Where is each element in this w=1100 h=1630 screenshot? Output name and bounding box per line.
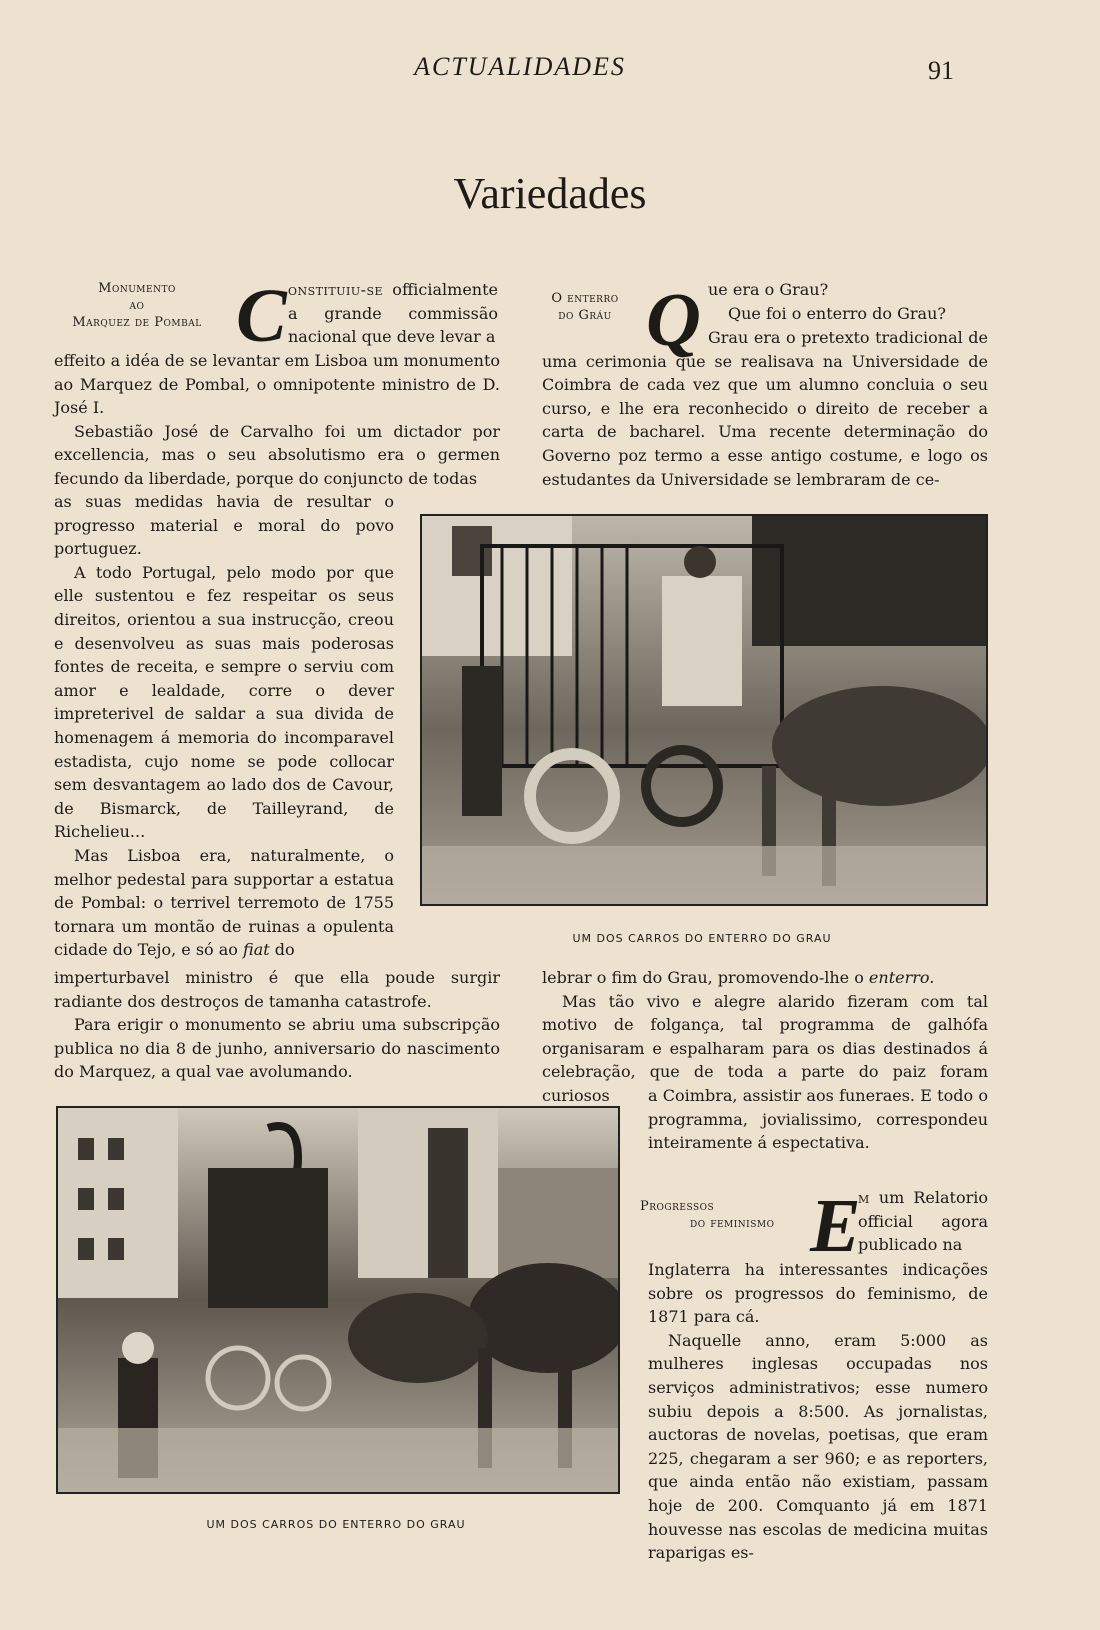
article1-opening-narrow <box>288 278 498 349</box>
article2-side-head: O enterro do Gráu <box>551 291 619 323</box>
article2-opening <box>708 278 988 325</box>
article1-opening-rest: effeito a idéa de se levantar em Lisboa um monumento ao Marquez de Pombal, o omnipotente ministro de D. José I. <box>54 351 500 418</box>
article1-body-narrow <box>54 490 394 962</box>
article2-paragraph-2b: a Coimbra, assistir aos funeraes. E todo o programma, jovialissimo, correspondeu inteiramente á espectativa. <box>648 1086 988 1153</box>
page-number: 91 <box>928 56 954 85</box>
article2-drop-cap: Q <box>646 278 701 362</box>
running-title: ACTUALIDADES <box>414 52 626 81</box>
article1-paragraph-4a: Mas Lisboa era, naturalmente, o melhor pedestal para supportar a estatua de Pombal: o terrivel terremoto de 1755 tornara um montão de ruinas a opulenta cidade do Tejo, e só ao fiat do <box>54 845 394 960</box>
article2-body <box>542 326 988 491</box>
article2-question-1: ue era o Grau? <box>708 280 829 299</box>
article1-paragraph-2a: Sebastião José de Carvalho foi um dictador por excellencia, mas o seu absolutismo era o germen fecundo da liberdade, porque do conjuncto de todas <box>54 421 500 488</box>
article2-paragraph-1-cont: lebrar o fim do Grau, promovendo-lhe o enterro. <box>542 968 935 987</box>
photo-cart-image <box>422 516 986 904</box>
article3-opening-part: um Relatorio official agora publicado na <box>858 1188 988 1255</box>
photo2-caption: UM DOS CARROS DO ENTERRO DO GRAU <box>206 1518 466 1531</box>
article1-side-head: Monumento ao Marquez de Pombal <box>72 281 202 330</box>
article1-paragraph-3: A todo Portugal, pelo modo por que elle sustentou e fez respeitar os seus direitos, orientou a sua instrucção, creou e desenvolveu as suas mais poderosas fontes de receita, e sempre o serviu com amor e lealdade, corre o dever impreterivel de saldar a sua divida de homenagem á memoria do incomparavel estadista, cujo nome se pode collocar sem desvantagem ao lado dos de Cavour, de Bismarck, de Tailleyrand, de Richelieu... <box>54 562 394 842</box>
photo1-caption: UM DOS CARROS DO ENTERRO DO GRAU <box>572 932 832 945</box>
article1-paragraph-5: Para erigir o monumento se abriu uma subscripção publica no dia 8 de junho, anniversario do nascimento do Marquez, a qual vae avolumando. <box>54 1015 500 1082</box>
article3-drop-cap: E <box>810 1184 861 1268</box>
section-title: Variedades <box>453 169 647 218</box>
article3-opening-rest: Inglaterra ha interessantes indicações sobre os progressos do feminismo, de 1871 para cá. <box>648 1260 988 1327</box>
article2-paragraph-1: Grau era o pretexto tradicional de uma cerimonia que se realisava na Universidade de Coimbra de cada vez que um alumno concluia o seu curso, e lhe era reconhecido o direito de receber a carta de bacharel. Uma recente determinação do Governo poz termo a esse antigo costume, e logo os estudantes da Universidade se lembraram de ce- <box>542 328 988 489</box>
article1-lead: onstituiu-se <box>288 280 384 299</box>
article2-body-end <box>648 1084 988 1155</box>
article3-side-head: Progressos do feminismo <box>640 1199 775 1231</box>
photo-procession-image <box>58 1108 618 1492</box>
article3-opening-narrow <box>858 1186 988 1257</box>
article1-drop-cap: C <box>236 274 287 358</box>
article1-paragraph-4b: imperturbavel ministro é que ella poude surgir radiante dos destroços de tamanha catastrofe. <box>54 968 500 1011</box>
article1-paragraph-2b: as suas medidas havia de resultar o progresso material e moral do povo portuguez. <box>54 492 394 559</box>
article2-question-2: Que foi o enterro do Grau? <box>728 303 946 323</box>
article1-opening-part: officialmente a grande commissão nacional que deve levar a <box>288 280 498 347</box>
photo-cart-with-cage <box>420 514 988 906</box>
article3-body <box>648 1258 988 1565</box>
article1-body-end <box>54 966 500 1084</box>
article3-lead: m <box>858 1188 870 1207</box>
article1-body-wide <box>54 349 500 491</box>
article2-paragraph-2a: Mas tão vivo e alegre alarido fizeram com tal motivo de folgança, tal programma de galhófa organisaram e espalharam para os dias destinados á celebração, que de toda a parte do paiz foram curiosos <box>542 991 988 1105</box>
article3-paragraph-2: Naquelle anno, eram 5:000 as mulheres inglesas occupadas nos serviços administrativos; esse numero subiu depois a 8:500. As jornalistas, auctoras de novelas, poetisas, que eram 225, chegaram a ser 960; e as reporters, que ainda então não existiam, passam hoje de 200. Comquanto já em 1871 houvesse nas escolas de medicina muitas raparigas es- <box>648 1330 988 1563</box>
photo-cart-procession <box>56 1106 620 1494</box>
